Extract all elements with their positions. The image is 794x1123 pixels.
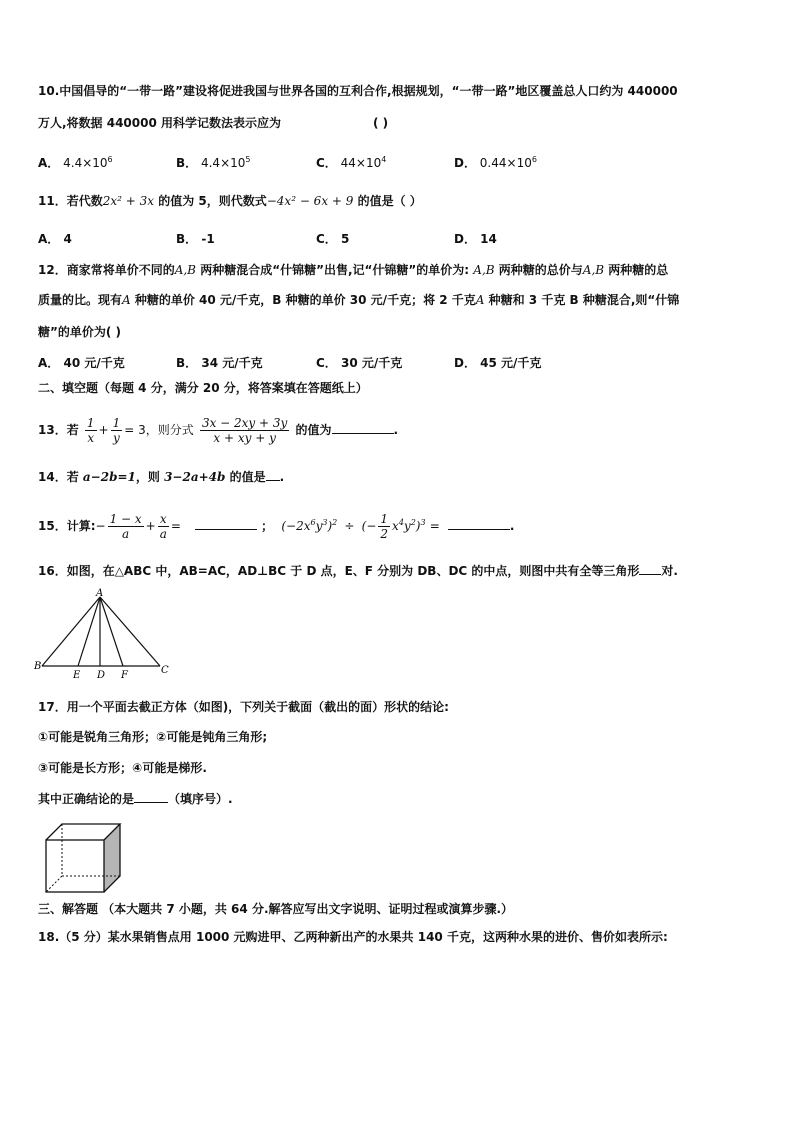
q12-line3: 糖”的单价为( ) xyxy=(38,325,122,339)
q13-frac-2: $\frac{1}{y}$ xyxy=(112,416,121,445)
cube-front-face xyxy=(46,840,104,892)
q17-line4: 其中正确结论的是 （填序号）. xyxy=(38,792,233,806)
segment-ae xyxy=(78,597,100,666)
q12-option-b: B． 34 元/千克 xyxy=(176,356,263,370)
q17-line3: ③可能是长方形；④可能是梯形. xyxy=(38,761,207,775)
q16-answer-blank[interactable] xyxy=(639,574,661,575)
q10-line2 xyxy=(38,115,756,131)
q12-option-c: C． 30 元/千克 xyxy=(316,356,403,370)
label-a: A xyxy=(96,588,104,599)
q17-line1: 17．用一个平面去截正方体（如图)，下列关于截面（截出的面）形状的结论: xyxy=(38,700,449,714)
q10-line2-text: 万人,将数据 440000 用科学记数法表示应为 xyxy=(38,116,282,130)
q13: 13．若 $\frac{1}{x}$ + $\frac{1}{y}$ = 3，则分式 $\frac{3x - 2xy + 3y}{x + xy + y}$ 的值为 . xyxy=(38,416,399,445)
section-3-heading: 三、解答题 （本大题共 7 小题，共 64 分.解答应写出文字说明、证明过程或演算步骤.） xyxy=(38,902,514,916)
q10-option-c: C． $44\times 10^4$ xyxy=(316,155,387,170)
q10-option-a: A． $4.4\times 10^6$ xyxy=(38,155,113,170)
q11-option-d: D． 14 xyxy=(454,232,497,246)
q18: 18.（5 分）某水果销售点用 1000 元购进甲、乙两种新出产的水果共 140 千克，这两种水果的进价、售价如表所示: xyxy=(38,930,668,944)
q14-answer-blank[interactable] xyxy=(266,480,280,481)
q16-stem: 16．如图，在△ABC 中，AB=AC，AD⊥BC 于 D 点，E、F 分别为 DB、DC 的中点，则图中共有全等三角形 对. xyxy=(38,564,678,578)
q15-answer-blank-2[interactable] xyxy=(448,529,510,530)
q12-option-a: A． 40 元/千克 xyxy=(38,356,125,370)
label-e: E xyxy=(73,670,81,680)
label-d: D xyxy=(97,670,106,680)
q10-line1: 10.中国倡导的“一带一路”建设将促进我国与世界各国的互利合作,根据规划，“一带一路”地区覆盖总人口约为 440000 xyxy=(38,84,678,98)
q11-option-a: A． 4 xyxy=(38,232,72,246)
triangle-figure xyxy=(32,588,172,680)
q13-frac-1: $\frac{1}{x}$ xyxy=(86,416,95,445)
q11-stem: 11．若代数2x² + 3x 的值为 5，则代数式−4x² − 6x + 9 的值是（ ） xyxy=(38,194,422,208)
q13-answer-blank[interactable] xyxy=(332,433,394,434)
label-f: F xyxy=(121,670,128,680)
q17-answer-blank[interactable] xyxy=(134,802,168,803)
q15-frac-2: $\frac{x}{a}$ xyxy=(159,512,167,541)
q11-option-b: B． -1 xyxy=(176,232,215,246)
segment-ac xyxy=(100,597,160,666)
q12-option-d: D． 45 元/千克 xyxy=(454,356,542,370)
q15-expr-2: $(-2x^6y^3)^2$ xyxy=(281,518,338,533)
q15: 15．计算:− $\frac{1 - x}{a}$ + $\frac{x}{a}$ = ； $(-2x^6y^3)^2$ ÷ (− $\frac{1}{2}$ $x^4y^2)^3$ = . xyxy=(38,512,515,541)
cube-shaded-face xyxy=(104,824,120,892)
cube-figure xyxy=(40,818,130,896)
q12-line2: 质量的比。现有A 种糖的单价 40 元/千克，B 种糖的单价 30 元/千克；将 2 千克A 种糖和 3 千克 B 种糖混合,则“什锦 xyxy=(38,293,680,307)
section-2-heading: 二、填空题（每题 4 分，满分 20 分，将答案填在答题纸上） xyxy=(38,381,368,395)
q15-frac-3: $\frac{1}{2}$ xyxy=(380,512,389,541)
segment-ab xyxy=(42,597,100,666)
cube-hidden-diagonal xyxy=(46,876,62,892)
q10-paren: ( ) xyxy=(373,116,389,130)
label-b: B xyxy=(34,661,42,672)
q13-frac-3: $\frac{3x - 2xy + 3y}{x + xy + y}$ xyxy=(201,416,288,445)
q15-answer-blank-1[interactable] xyxy=(195,529,257,530)
q10-option-d: D． $0.44\times 10^6$ xyxy=(454,155,537,170)
label-c: C xyxy=(161,665,169,676)
q15-frac-1: $\frac{1 - x}{a}$ xyxy=(109,512,142,541)
q12-line1: 12．商家常将单价不同的A,B 两种糖混合成“什锦糖”出售,记“什锦糖”的单价为: A,B 两种糖的总价与A,B 两种糖的总 xyxy=(38,263,669,277)
q17-line2: ①可能是锐角三角形；②可能是钝角三角形; xyxy=(38,730,268,744)
q14: 14．若 a−2b=1，则 3−2a+4b 的值是 . xyxy=(38,470,285,484)
segment-af xyxy=(100,597,123,666)
q10-option-b: B． $4.4\times 10^5$ xyxy=(176,155,251,170)
q15-expr-3: (− $\frac{1}{2}$ $x^4y^2)^3$ xyxy=(361,512,426,541)
q11-option-c: C． 5 xyxy=(316,232,350,246)
